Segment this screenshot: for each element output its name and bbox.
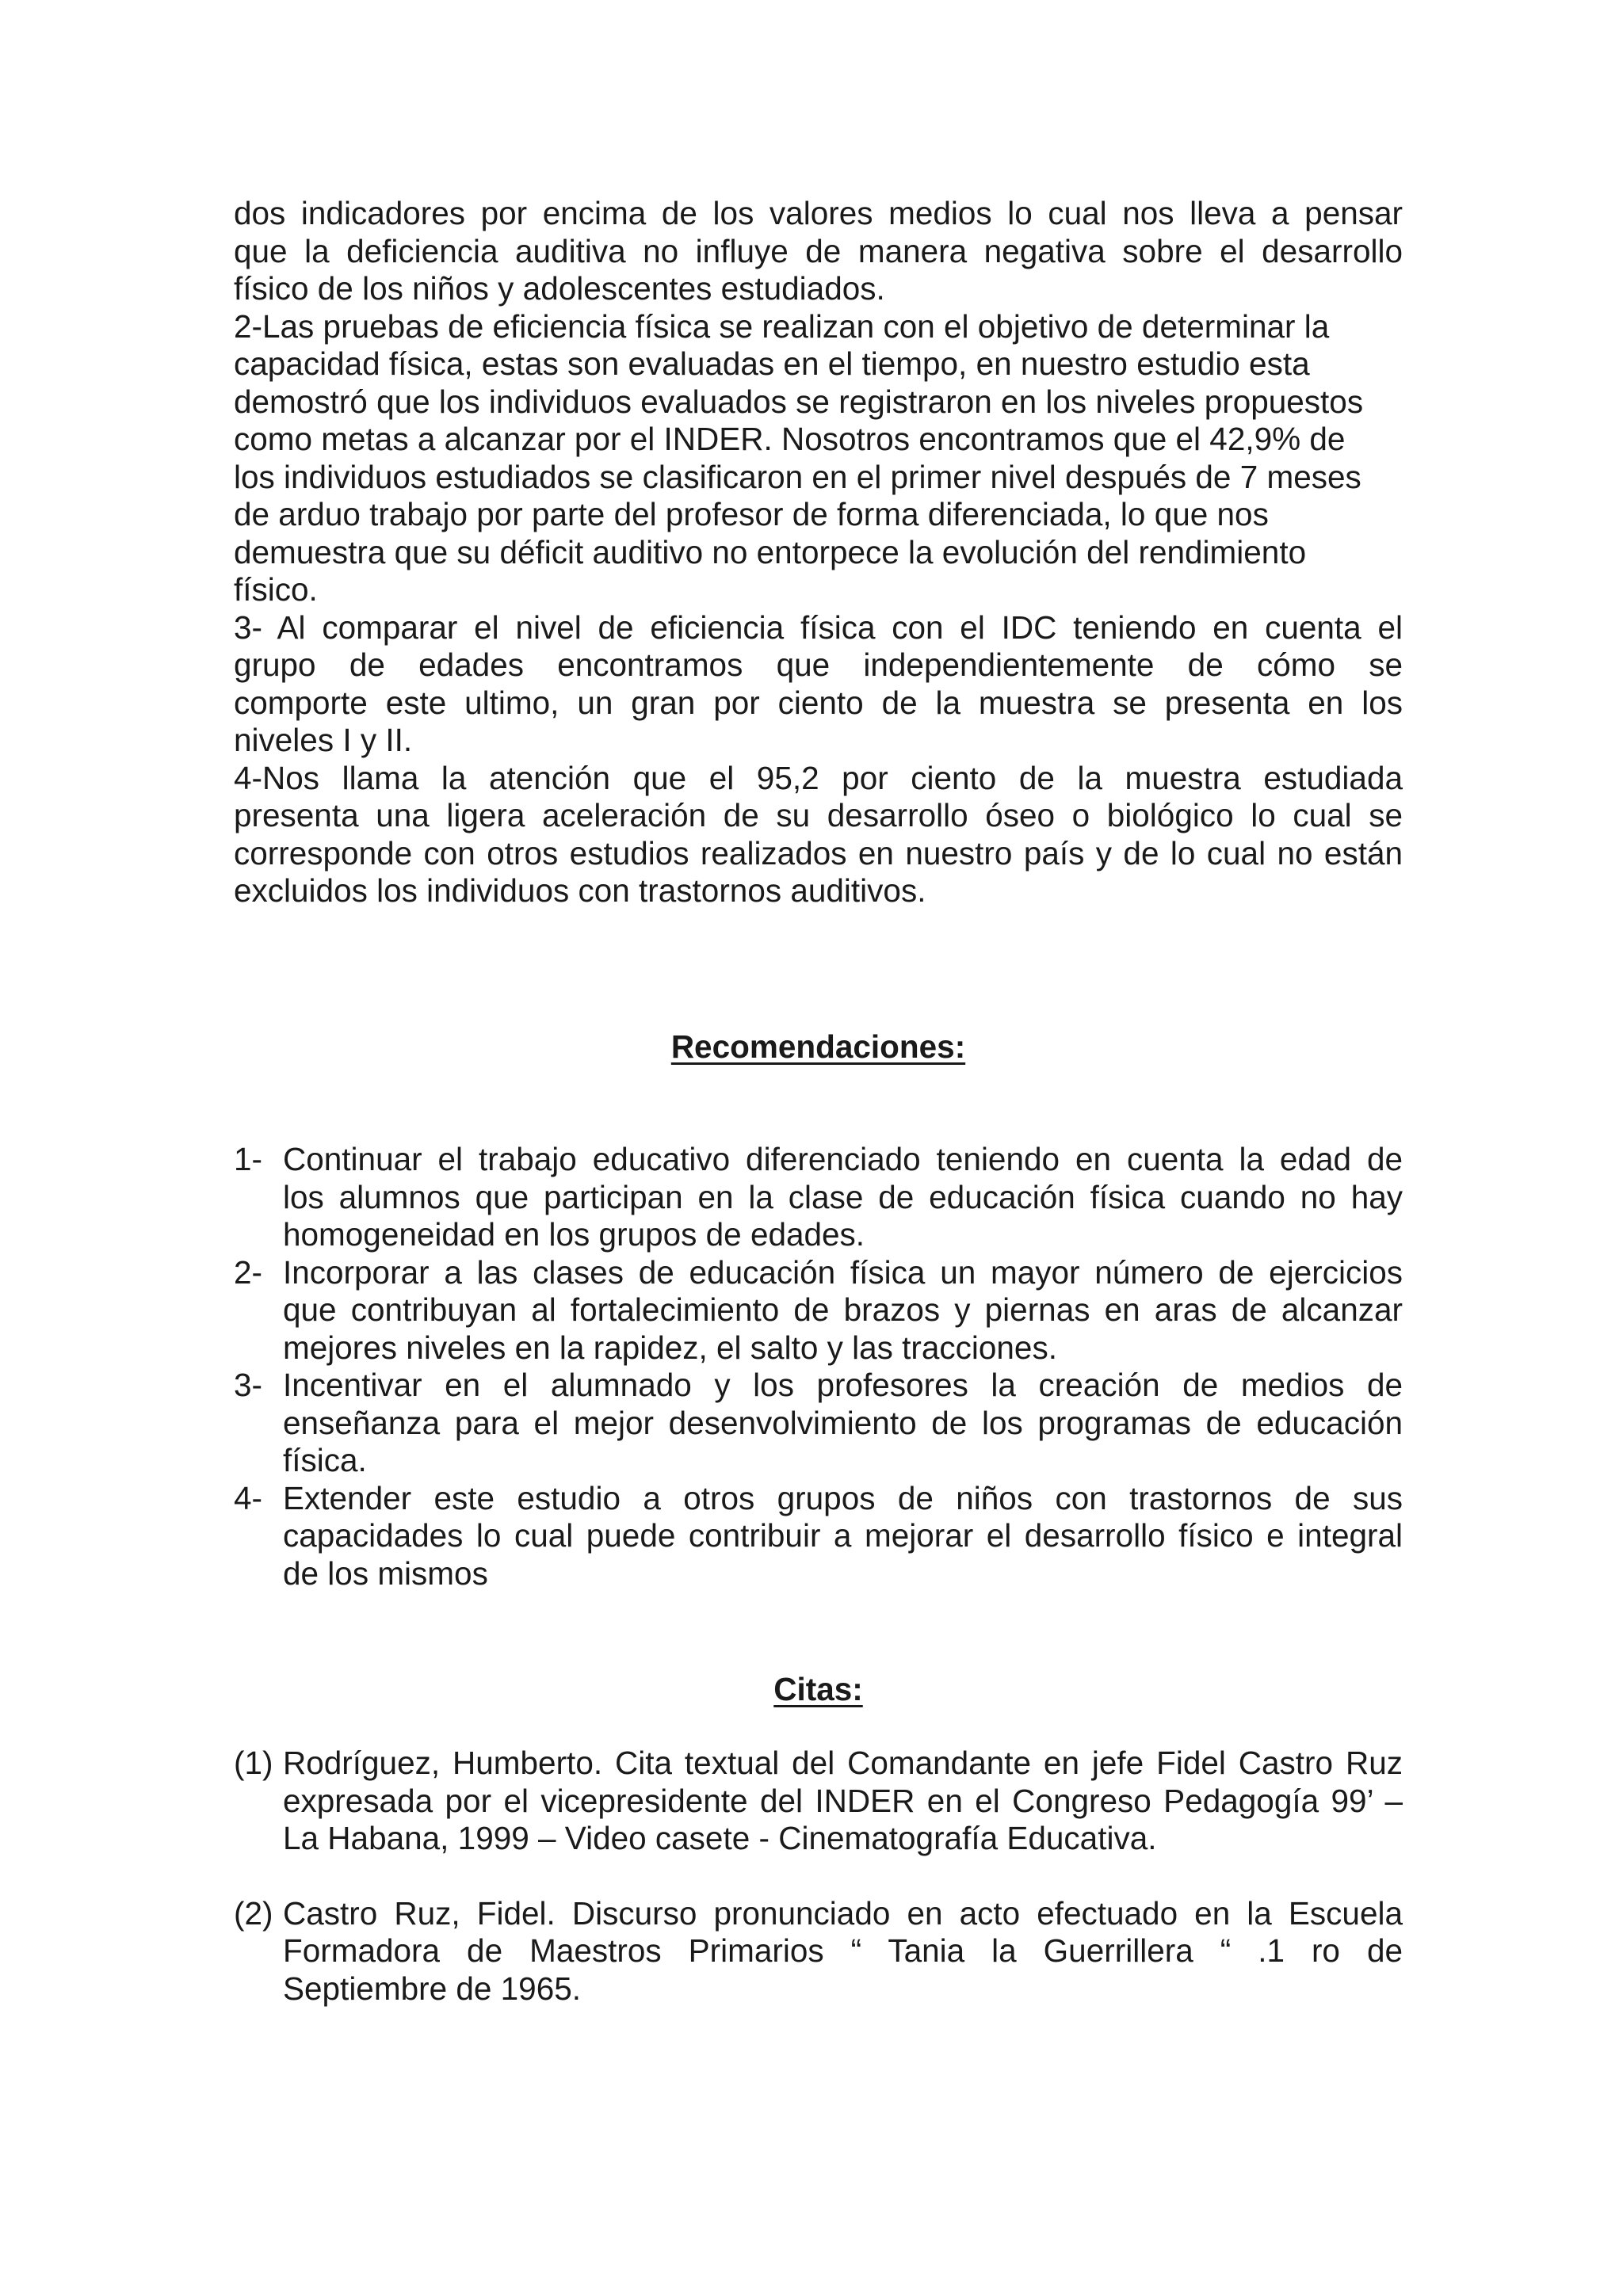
text-line: presenta una ligera aceleración de su desarrollo óseo o biológico lo cual se [234,797,1403,833]
text-line: niveles I y II. [234,722,413,758]
item-text [283,1254,1403,1367]
text-line: corresponde con otros estudios realizados en nuestro país y de lo cual no están [234,834,1403,871]
text-line: grupo de edades encontramos que independientemente de cómo se [234,646,1403,683]
intro-paragraphs [234,195,1403,910]
text-line: excluidos los individuos con trastornos auditivos. [234,872,926,909]
text-line: que contribuyan al fortalecimiento de brazos y piernas en aras de alcanzar [283,1291,1403,1328]
item-number: 2- [234,1253,263,1291]
citations-heading: Citas: [773,1671,863,1707]
text-line: Formadora de Maestros Primarios “ Tania la Guerrillera “ .1 ro de [283,1932,1403,1969]
recommendation-item [234,1141,1403,1254]
text-line: demostró que los individuos evaluados se registraron en los niveles propuestos [234,383,1364,420]
text-line: demuestra que su déficit auditivo no entorpece la evolución del rendimiento [234,533,1307,570]
text-line: Septiembre de 1965. [283,1970,582,2007]
text-line: que la deficiencia auditiva no influye de manera negativa sobre el desarrollo [234,232,1403,269]
item-text [283,1745,1403,1858]
item-text [283,1895,1403,2008]
citations-list [234,1745,1403,2008]
text-line: capacidad física, estas son evaluadas en el tiempo, en nuestro estudio esta [234,345,1310,382]
text-line: capacidades lo cual puede contribuir a mejorar el desarrollo físico e integral [283,1517,1403,1554]
text-line: mejores niveles en la rapidez, el salto y las tracciones. [283,1329,1057,1366]
text-line: enseñanza para el mejor desenvolvimiento de los programas de educación [283,1404,1403,1441]
item-number: 4- [234,1479,263,1516]
text-line: expresada por el vicepresidente del INDER en el Congreso Pedagogía 99’ – [283,1782,1403,1819]
item-number: (2) [234,1894,273,1932]
text-line: Incorporar a las clases de educación física un mayor número de ejercicios [283,1253,1403,1291]
text-line: física. [283,1442,367,1478]
text-line: La Habana, 1999 – Video casete - Cinematografía Educativa. [283,1820,1157,1856]
text-line: 4-Nos llama la atención que el 95,2 por ciento de la muestra estudiada [234,759,1403,796]
text-line: Rodríguez, Humberto. Cita textual del Comandante en jefe Fidel Castro Ruz [283,1745,1403,1781]
text-line: Incentivar en el alumnado y los profesores la creación de medios de [283,1367,1403,1403]
item-text [283,1367,1403,1480]
recommendations-list [234,1141,1403,1592]
text-line: comporte este ultimo, un gran por ciento de la muestra se presenta en los [234,684,1403,721]
text-line: dos indicadores por encima de los valores medios lo cual nos lleva a pensar [234,195,1403,231]
item-number: 1- [234,1141,263,1177]
text-line: de arduo trabajo por parte del profesor de forma diferenciada, lo que nos [234,496,1269,532]
citation-item [234,1745,1403,1858]
item-text [283,1141,1403,1254]
recommendation-item [234,1367,1403,1480]
text-line: los individuos estudiados se clasificaron en el primer nivel después de 7 meses [234,458,1361,495]
text-line: Castro Ruz, Fidel. Discurso pronunciado en acto efectuado en la Escuela [283,1894,1403,1932]
item-number: 3- [234,1367,263,1403]
text-line: los alumnos que participan en la clase de educación física cuando no hay [283,1178,1403,1215]
text-line: de los mismos [283,1554,488,1592]
recommendations-heading: Recomendaciones: [670,1028,966,1065]
recommendation-item [234,1254,1403,1367]
item-number: (1) [234,1745,273,1781]
item-text [283,1480,1403,1593]
citation-item [234,1895,1403,2008]
text-line: Continuar el trabajo educativo diferenciado teniendo en cuenta la edad de [283,1141,1403,1177]
text-line: 3- Al comparar el nivel de eficiencia física con el IDC teniendo en cuenta el [234,608,1403,646]
text-line: como metas a alcanzar por el INDER. Nosotros encontramos que el 42,9% de [234,421,1346,457]
recommendation-item [234,1480,1403,1593]
text-line: homogeneidad en los grupos de edades. [283,1216,865,1253]
text-line: físico de los niños y adolescentes estudiados. [234,270,885,307]
text-line: físico. [234,571,318,608]
text-line: Extender este estudio a otros grupos de niños con trastornos de sus [283,1479,1403,1516]
text-line: 2-Las pruebas de eficiencia física se realizan con el objetivo de determinar la [234,307,1330,345]
